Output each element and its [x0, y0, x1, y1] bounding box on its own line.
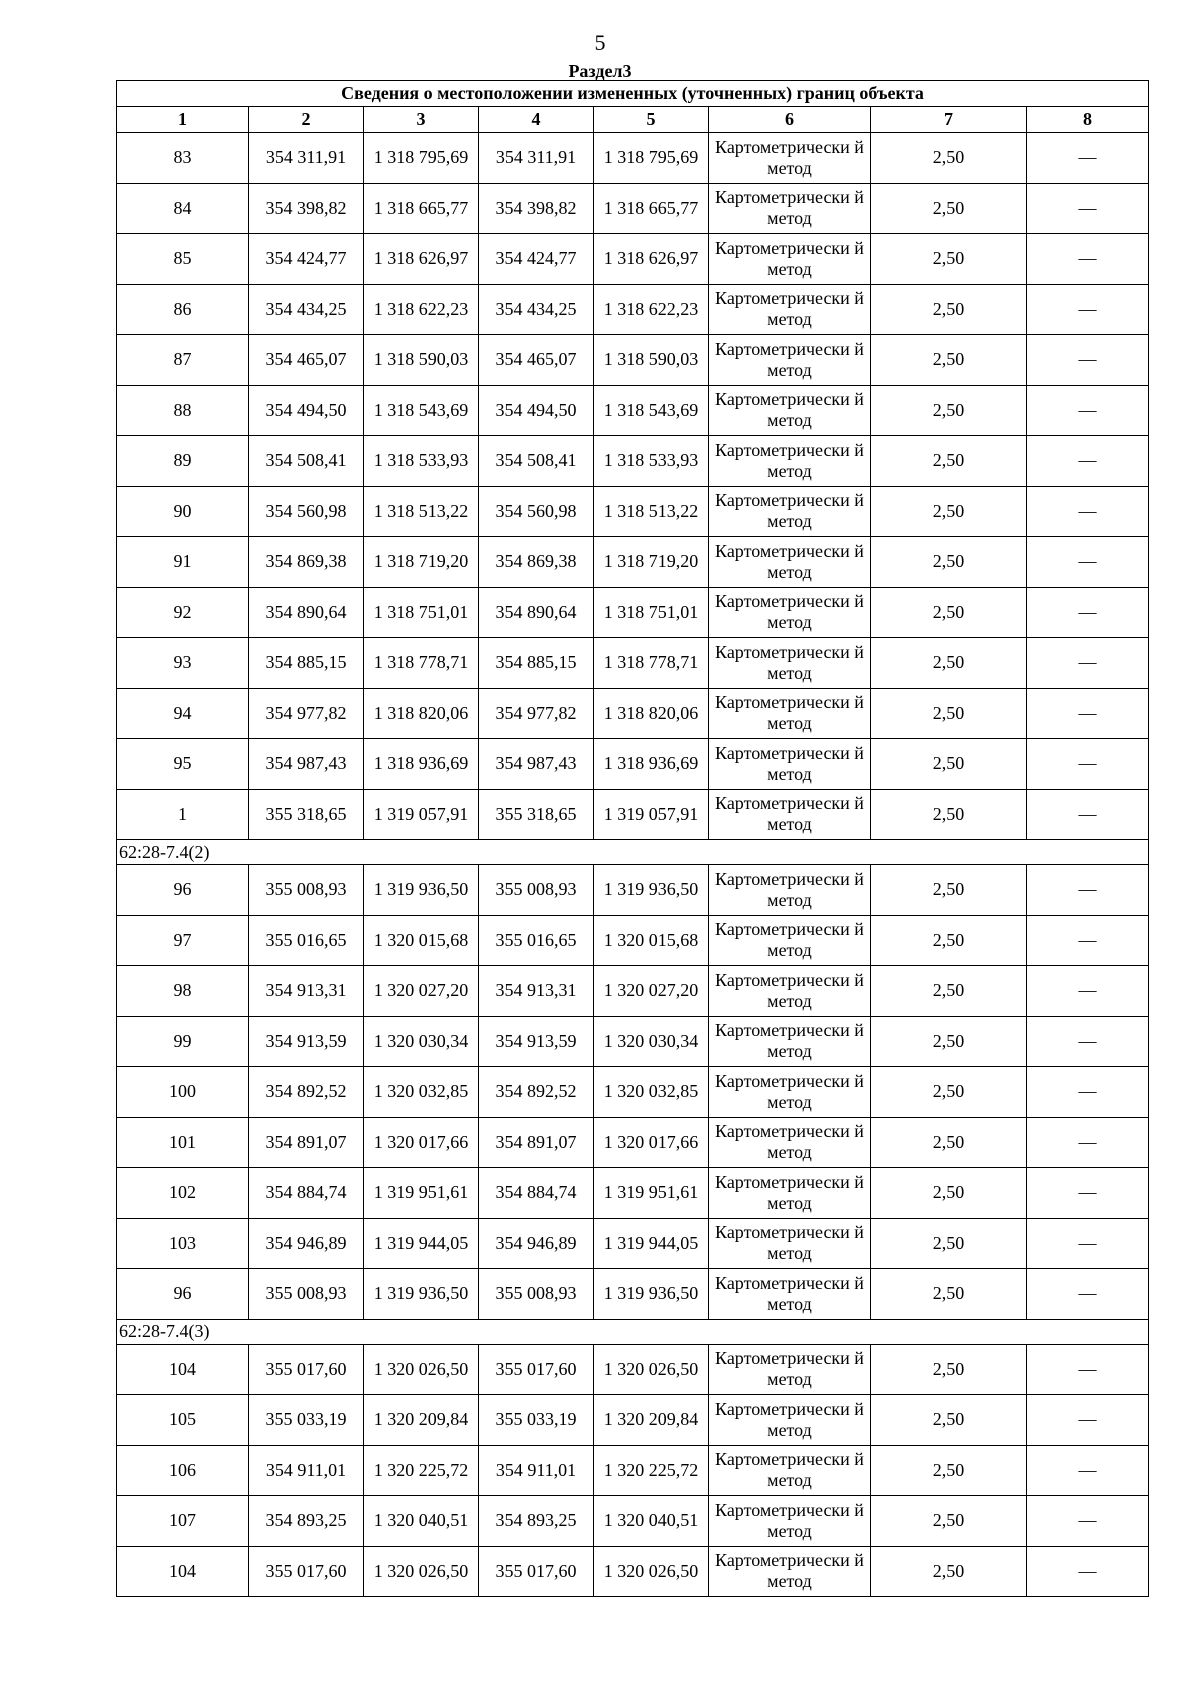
cell-y-new: 1 318 751,01	[594, 587, 709, 638]
cell-x-old: 354 946,89	[249, 1218, 364, 1269]
table-row	[117, 1168, 1149, 1219]
cell-y-old: 1 318 626,97	[364, 234, 479, 285]
cell-point-number: 1	[117, 789, 249, 840]
cell-point-number: 94	[117, 688, 249, 739]
cell-method: Картометрически й метод	[709, 1395, 871, 1446]
cell-method: Картометрически й метод	[709, 1445, 871, 1496]
cell-x-old: 355 033,19	[249, 1395, 364, 1446]
table-row	[117, 739, 1149, 790]
cell-x-new: 354 911,01	[479, 1445, 594, 1496]
cell-accuracy: 2,50	[871, 688, 1027, 739]
cell-description: —	[1027, 1496, 1149, 1547]
cell-method: Картометрически й метод	[709, 739, 871, 790]
cell-y-new: 1 320 040,51	[594, 1496, 709, 1547]
cell-y-old: 1 320 225,72	[364, 1445, 479, 1496]
cell-method: Картометрически й метод	[709, 133, 871, 184]
cell-x-new: 354 977,82	[479, 688, 594, 739]
cell-x-new: 354 398,82	[479, 183, 594, 234]
cell-x-old: 354 424,77	[249, 234, 364, 285]
table-row	[117, 284, 1149, 335]
cell-x-old: 354 508,41	[249, 436, 364, 487]
table-caption-row	[117, 81, 1149, 107]
cell-point-number: 89	[117, 436, 249, 487]
cell-method: Картометрически й метод	[709, 789, 871, 840]
cell-y-old: 1 318 622,23	[364, 284, 479, 335]
cell-y-old: 1 318 719,20	[364, 537, 479, 588]
cell-description: —	[1027, 486, 1149, 537]
column-number: 2	[249, 107, 364, 133]
cell-x-new: 354 893,25	[479, 1496, 594, 1547]
table-row	[117, 234, 1149, 285]
cell-y-new: 1 320 030,34	[594, 1016, 709, 1067]
cell-y-new: 1 318 533,93	[594, 436, 709, 487]
cell-description: —	[1027, 1016, 1149, 1067]
cell-y-new: 1 320 015,68	[594, 915, 709, 966]
table-row	[117, 1395, 1149, 1446]
cell-description: —	[1027, 335, 1149, 386]
cell-y-old: 1 319 936,50	[364, 865, 479, 916]
table-row	[117, 133, 1149, 184]
cell-description: —	[1027, 1269, 1149, 1320]
column-number: 4	[479, 107, 594, 133]
cell-y-new: 1 318 665,77	[594, 183, 709, 234]
cell-accuracy: 2,50	[871, 183, 1027, 234]
table-caption: Сведения о местоположении измененных (уточненных) границ объекта	[117, 81, 1149, 107]
cell-x-old: 355 318,65	[249, 789, 364, 840]
cell-x-new: 354 494,50	[479, 385, 594, 436]
cell-method: Картометрически й метод	[709, 865, 871, 916]
cell-x-old: 354 869,38	[249, 537, 364, 588]
cell-y-old: 1 318 778,71	[364, 638, 479, 689]
table-row	[117, 1344, 1149, 1395]
cell-y-new: 1 318 936,69	[594, 739, 709, 790]
cell-x-new: 354 311,91	[479, 133, 594, 184]
cell-point-number: 104	[117, 1546, 249, 1597]
table-row	[117, 865, 1149, 916]
column-number: 5	[594, 107, 709, 133]
cell-y-new: 1 320 032,85	[594, 1067, 709, 1118]
cell-x-old: 355 008,93	[249, 1269, 364, 1320]
cell-description: —	[1027, 638, 1149, 689]
cell-description: —	[1027, 587, 1149, 638]
cell-y-new: 1 319 951,61	[594, 1168, 709, 1219]
cell-y-old: 1 318 513,22	[364, 486, 479, 537]
cell-x-old: 354 913,31	[249, 966, 364, 1017]
table-row	[117, 436, 1149, 487]
cell-x-new: 354 946,89	[479, 1218, 594, 1269]
column-number: 7	[871, 107, 1027, 133]
column-number: 1	[117, 107, 249, 133]
cell-point-number: 83	[117, 133, 249, 184]
cell-description: —	[1027, 739, 1149, 790]
cell-accuracy: 2,50	[871, 1445, 1027, 1496]
cell-point-number: 93	[117, 638, 249, 689]
cell-accuracy: 2,50	[871, 436, 1027, 487]
cell-description: —	[1027, 1445, 1149, 1496]
cell-y-old: 1 319 951,61	[364, 1168, 479, 1219]
cell-x-new: 355 017,60	[479, 1546, 594, 1597]
cell-accuracy: 2,50	[871, 789, 1027, 840]
table-row	[117, 688, 1149, 739]
cell-y-old: 1 318 665,77	[364, 183, 479, 234]
cell-point-number: 103	[117, 1218, 249, 1269]
cell-point-number: 100	[117, 1067, 249, 1118]
cell-x-new: 355 016,65	[479, 915, 594, 966]
cell-description: —	[1027, 1168, 1149, 1219]
cell-x-new: 354 869,38	[479, 537, 594, 588]
cell-method: Картометрически й метод	[709, 183, 871, 234]
cell-point-number: 85	[117, 234, 249, 285]
cell-method: Картометрически й метод	[709, 1496, 871, 1547]
cell-y-old: 1 318 820,06	[364, 688, 479, 739]
cell-x-new: 355 008,93	[479, 1269, 594, 1320]
cell-point-number: 86	[117, 284, 249, 335]
cell-method: Картометрически й метод	[709, 385, 871, 436]
cell-y-old: 1 320 026,50	[364, 1546, 479, 1597]
cell-accuracy: 2,50	[871, 1016, 1027, 1067]
cell-y-new: 1 319 944,05	[594, 1218, 709, 1269]
cell-x-new: 355 008,93	[479, 865, 594, 916]
cell-accuracy: 2,50	[871, 739, 1027, 790]
cell-accuracy: 2,50	[871, 537, 1027, 588]
cell-x-old: 354 465,07	[249, 335, 364, 386]
cell-method: Картометрически й метод	[709, 966, 871, 1017]
table-row	[117, 335, 1149, 386]
cell-point-number: 91	[117, 537, 249, 588]
cell-accuracy: 2,50	[871, 638, 1027, 689]
cell-accuracy: 2,50	[871, 1067, 1027, 1118]
cell-method: Картометрически й метод	[709, 1344, 871, 1395]
cell-accuracy: 2,50	[871, 1344, 1027, 1395]
cell-description: —	[1027, 1218, 1149, 1269]
cell-point-number: 92	[117, 587, 249, 638]
cell-description: —	[1027, 1546, 1149, 1597]
cell-accuracy: 2,50	[871, 385, 1027, 436]
cell-y-new: 1 318 626,97	[594, 234, 709, 285]
table-row	[117, 385, 1149, 436]
cell-x-old: 354 398,82	[249, 183, 364, 234]
table-row	[117, 638, 1149, 689]
cell-point-number: 87	[117, 335, 249, 386]
cell-point-number: 105	[117, 1395, 249, 1446]
cell-description: —	[1027, 537, 1149, 588]
cell-y-old: 1 320 209,84	[364, 1395, 479, 1446]
cell-method: Картометрически й метод	[709, 284, 871, 335]
cell-x-new: 355 017,60	[479, 1344, 594, 1395]
cell-x-new: 354 434,25	[479, 284, 594, 335]
cell-x-new: 354 885,15	[479, 638, 594, 689]
cell-description: —	[1027, 915, 1149, 966]
cell-y-old: 1 320 027,20	[364, 966, 479, 1017]
cell-x-old: 355 016,65	[249, 915, 364, 966]
cell-x-old: 355 017,60	[249, 1344, 364, 1395]
table-row	[117, 966, 1149, 1017]
table-row	[117, 1496, 1149, 1547]
cell-method: Картометрически й метод	[709, 1218, 871, 1269]
cell-y-new: 1 318 590,03	[594, 335, 709, 386]
cell-x-old: 354 885,15	[249, 638, 364, 689]
cell-x-old: 354 891,07	[249, 1117, 364, 1168]
cell-accuracy: 2,50	[871, 1269, 1027, 1320]
cell-y-old: 1 318 590,03	[364, 335, 479, 386]
cell-x-new: 354 890,64	[479, 587, 594, 638]
cell-description: —	[1027, 436, 1149, 487]
cell-point-number: 102	[117, 1168, 249, 1219]
cell-accuracy: 2,50	[871, 234, 1027, 285]
cell-point-number: 98	[117, 966, 249, 1017]
cell-y-old: 1 320 017,66	[364, 1117, 479, 1168]
cell-y-old: 1 320 015,68	[364, 915, 479, 966]
cell-description: —	[1027, 385, 1149, 436]
cell-accuracy: 2,50	[871, 335, 1027, 386]
cell-y-old: 1 318 936,69	[364, 739, 479, 790]
cell-method: Картометрически й метод	[709, 688, 871, 739]
cell-method: Картометрически й метод	[709, 1016, 871, 1067]
cell-method: Картометрически й метод	[709, 1168, 871, 1219]
cell-description: —	[1027, 1117, 1149, 1168]
cell-point-number: 90	[117, 486, 249, 537]
table-row	[117, 1218, 1149, 1269]
cell-x-new: 355 318,65	[479, 789, 594, 840]
cell-method: Картометрически й метод	[709, 1546, 871, 1597]
cell-y-old: 1 318 751,01	[364, 587, 479, 638]
column-number-row	[117, 107, 1149, 133]
cell-x-old: 354 987,43	[249, 739, 364, 790]
cell-x-old: 354 977,82	[249, 688, 364, 739]
cell-point-number: 84	[117, 183, 249, 234]
cell-point-number: 106	[117, 1445, 249, 1496]
cell-method: Картометрически й метод	[709, 1269, 871, 1320]
cell-method: Картометрически й метод	[709, 1067, 871, 1118]
cell-y-new: 1 318 543,69	[594, 385, 709, 436]
cell-method: Картометрически й метод	[709, 1117, 871, 1168]
cell-y-new: 1 318 820,06	[594, 688, 709, 739]
cell-x-new: 354 913,59	[479, 1016, 594, 1067]
cell-x-old: 354 884,74	[249, 1168, 364, 1219]
cell-point-number: 95	[117, 739, 249, 790]
cell-point-number: 101	[117, 1117, 249, 1168]
cell-y-old: 1 320 032,85	[364, 1067, 479, 1118]
cell-accuracy: 2,50	[871, 1395, 1027, 1446]
cell-y-new: 1 320 026,50	[594, 1344, 709, 1395]
cell-x-old: 354 494,50	[249, 385, 364, 436]
cell-x-new: 354 884,74	[479, 1168, 594, 1219]
cell-y-new: 1 318 622,23	[594, 284, 709, 335]
cell-x-old: 354 913,59	[249, 1016, 364, 1067]
cell-point-number: 99	[117, 1016, 249, 1067]
cell-y-new: 1 319 936,50	[594, 1269, 709, 1320]
cell-y-new: 1 319 057,91	[594, 789, 709, 840]
table-row	[117, 183, 1149, 234]
cell-x-old: 354 560,98	[249, 486, 364, 537]
cell-x-old: 355 008,93	[249, 865, 364, 916]
table-row	[117, 789, 1149, 840]
cell-description: —	[1027, 234, 1149, 285]
cell-y-new: 1 318 513,22	[594, 486, 709, 537]
column-number: 3	[364, 107, 479, 133]
cell-description: —	[1027, 865, 1149, 916]
cell-method: Картометрически й метод	[709, 638, 871, 689]
cell-x-old: 354 311,91	[249, 133, 364, 184]
cell-x-new: 354 508,41	[479, 436, 594, 487]
cell-point-number: 107	[117, 1496, 249, 1547]
table-row	[117, 1067, 1149, 1118]
table-row	[117, 537, 1149, 588]
group-label: 62:28-7.4(2)	[117, 840, 1149, 865]
cell-x-old: 354 892,52	[249, 1067, 364, 1118]
cell-description: —	[1027, 284, 1149, 335]
cell-accuracy: 2,50	[871, 1218, 1027, 1269]
cell-accuracy: 2,50	[871, 587, 1027, 638]
cell-description: —	[1027, 183, 1149, 234]
cell-x-new: 354 892,52	[479, 1067, 594, 1118]
cell-accuracy: 2,50	[871, 133, 1027, 184]
cell-description: —	[1027, 1067, 1149, 1118]
cell-method: Картометрически й метод	[709, 234, 871, 285]
section-title: Раздел3	[568, 61, 632, 81]
table-row	[117, 1546, 1149, 1597]
cell-x-old: 354 434,25	[249, 284, 364, 335]
cell-method: Картометрически й метод	[709, 436, 871, 487]
cell-x-new: 354 424,77	[479, 234, 594, 285]
cell-y-new: 1 320 026,50	[594, 1546, 709, 1597]
cell-x-old: 354 911,01	[249, 1445, 364, 1496]
cell-accuracy: 2,50	[871, 915, 1027, 966]
cell-accuracy: 2,50	[871, 486, 1027, 537]
cell-y-old: 1 318 795,69	[364, 133, 479, 184]
cell-accuracy: 2,50	[871, 1496, 1027, 1547]
cell-x-new: 354 560,98	[479, 486, 594, 537]
table-row	[117, 587, 1149, 638]
cell-description: —	[1027, 1344, 1149, 1395]
cell-y-old: 1 318 543,69	[364, 385, 479, 436]
cell-y-new: 1 318 719,20	[594, 537, 709, 588]
cell-x-new: 354 913,31	[479, 966, 594, 1017]
cell-method: Картометрически й метод	[709, 486, 871, 537]
table-row	[117, 1117, 1149, 1168]
cell-description: —	[1027, 688, 1149, 739]
cell-y-old: 1 319 936,50	[364, 1269, 479, 1320]
cell-description: —	[1027, 133, 1149, 184]
cell-accuracy: 2,50	[871, 1117, 1027, 1168]
cell-y-old: 1 318 533,93	[364, 436, 479, 487]
table-row	[117, 486, 1149, 537]
cell-method: Картометрически й метод	[709, 335, 871, 386]
table-row	[117, 915, 1149, 966]
cell-point-number: 96	[117, 1269, 249, 1320]
group-row	[117, 1319, 1149, 1344]
cell-accuracy: 2,50	[871, 865, 1027, 916]
cell-accuracy: 2,50	[871, 966, 1027, 1017]
cell-y-old: 1 319 057,91	[364, 789, 479, 840]
cell-description: —	[1027, 1395, 1149, 1446]
group-label: 62:28-7.4(3)	[117, 1319, 1149, 1344]
cell-y-new: 1 320 017,66	[594, 1117, 709, 1168]
table-body	[117, 133, 1149, 1597]
cell-y-old: 1 319 944,05	[364, 1218, 479, 1269]
cell-method: Картометрически й метод	[709, 587, 871, 638]
cell-method: Картометрически й метод	[709, 537, 871, 588]
cell-x-old: 354 893,25	[249, 1496, 364, 1547]
cell-description: —	[1027, 789, 1149, 840]
cell-x-new: 355 033,19	[479, 1395, 594, 1446]
cell-x-new: 354 891,07	[479, 1117, 594, 1168]
cell-point-number: 97	[117, 915, 249, 966]
group-row	[117, 840, 1149, 865]
table-row	[117, 1269, 1149, 1320]
table-row	[117, 1445, 1149, 1496]
cell-point-number: 88	[117, 385, 249, 436]
cell-y-new: 1 318 795,69	[594, 133, 709, 184]
cell-y-new: 1 318 778,71	[594, 638, 709, 689]
cell-y-new: 1 320 209,84	[594, 1395, 709, 1446]
cell-y-old: 1 320 030,34	[364, 1016, 479, 1067]
cell-x-old: 355 017,60	[249, 1546, 364, 1597]
cell-description: —	[1027, 966, 1149, 1017]
table-row	[117, 1016, 1149, 1067]
cell-point-number: 96	[117, 865, 249, 916]
cell-x-old: 354 890,64	[249, 587, 364, 638]
cell-point-number: 104	[117, 1344, 249, 1395]
cell-accuracy: 2,50	[871, 1546, 1027, 1597]
column-number: 8	[1027, 107, 1149, 133]
column-number: 6	[709, 107, 871, 133]
cell-x-new: 354 465,07	[479, 335, 594, 386]
cell-method: Картометрически й метод	[709, 915, 871, 966]
page-number: 5	[594, 30, 606, 55]
cell-y-new: 1 320 225,72	[594, 1445, 709, 1496]
cell-x-new: 354 987,43	[479, 739, 594, 790]
coordinates-table	[116, 80, 1149, 1597]
cell-y-new: 1 320 027,20	[594, 966, 709, 1017]
cell-accuracy: 2,50	[871, 1168, 1027, 1219]
cell-accuracy: 2,50	[871, 284, 1027, 335]
cell-y-old: 1 320 026,50	[364, 1344, 479, 1395]
cell-y-old: 1 320 040,51	[364, 1496, 479, 1547]
cell-y-new: 1 319 936,50	[594, 865, 709, 916]
